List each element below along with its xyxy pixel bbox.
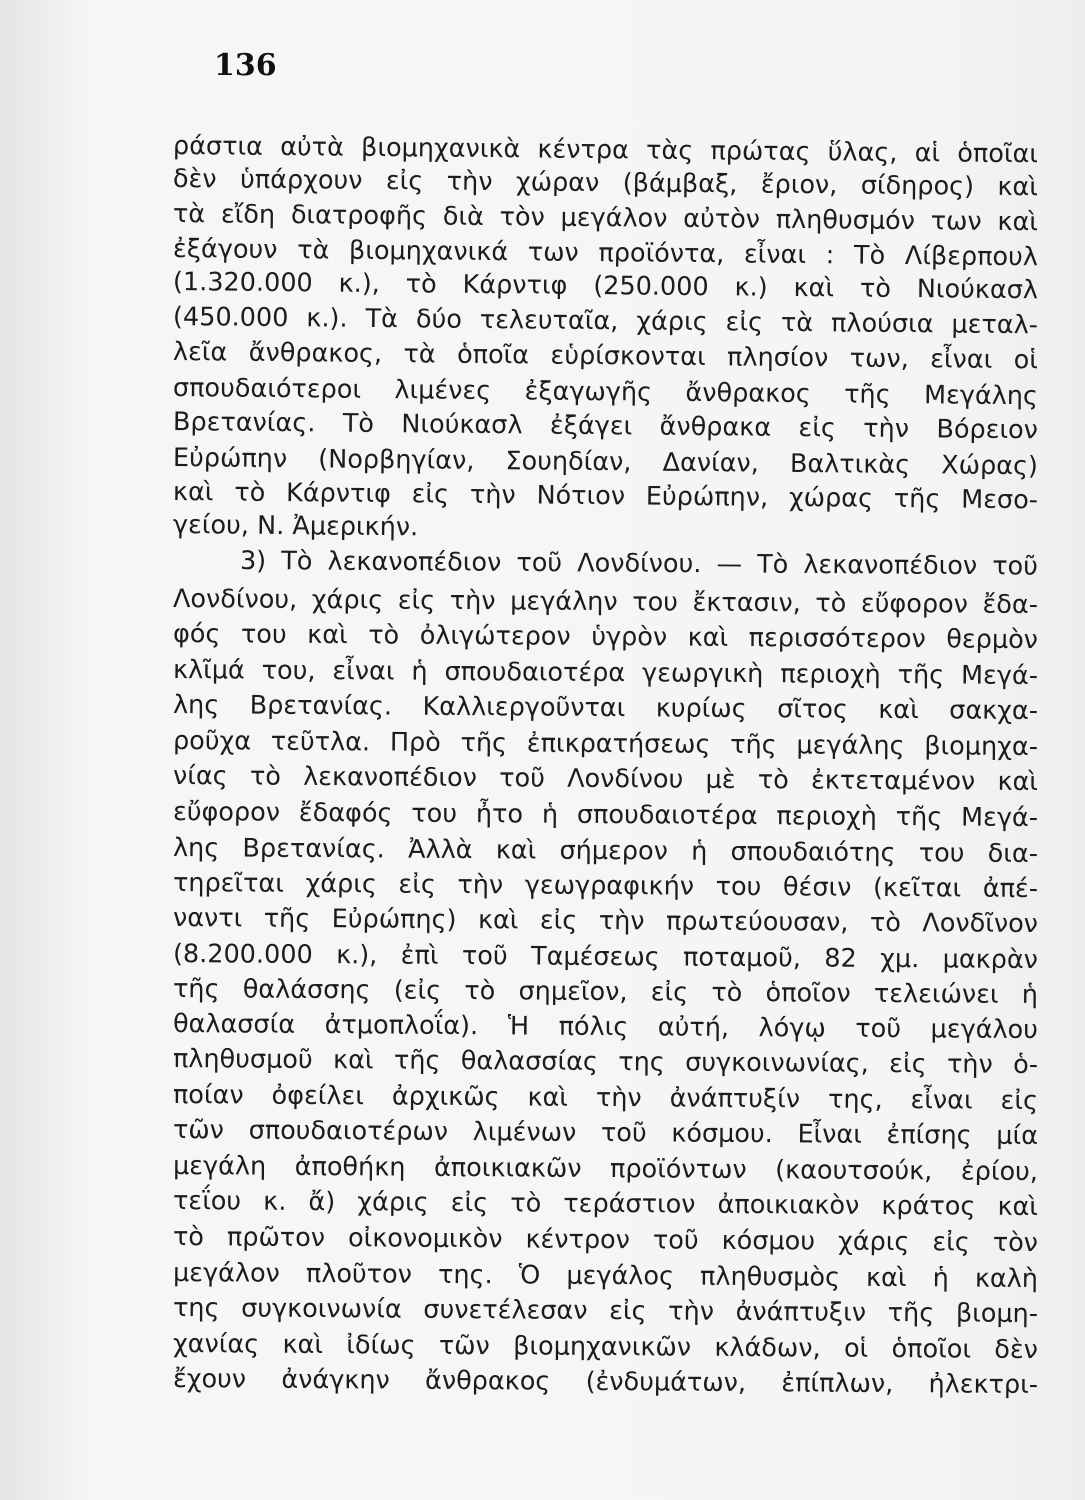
text-line: γείου, Ν. Ἀμερικήν. xyxy=(172,510,419,543)
text-line: θαλασσία ἀτμοπλοΐα). Ἡ πόλις αὐτή, λόγῳ τοῦ μεγάλου xyxy=(172,1009,1039,1046)
text-line: της συγκοινωνία συνετέλεσαν εἰς τὴν ἀνάπτυξιν τῆς βιομη- xyxy=(172,1293,1039,1330)
text-line: τῆς θαλάσσης (εἰς τὸ σημεῖον, εἰς τὸ ὁποῖον τελειώνει ἡ xyxy=(172,974,1039,1011)
text-line: νίας τὸ λεκανοπέδιον τοῦ Λονδίνου μὲ τὸ ἐκτεταμένον καὶ xyxy=(172,761,1039,798)
text-line: ράστια αὐτὰ βιομηχανικὰ κέντρα τὰς πρώτας ὕλας, αἱ ὁποῖαι xyxy=(172,131,1039,170)
text-line: μεγάλη ἀποθήκη ἀποικιακῶν προϊόντων (καουτσούκ, ἐρίου, xyxy=(172,1151,1039,1188)
text-line: σπουδαιότεροι λιμένες ἐξαγωγῆς ἄνθρακος τῆς Μεγάλης xyxy=(172,373,1039,412)
text-line: χανίας καὶ ἰδίως τῶν βιομηχανικῶν κλάδων, οἱ ὁποῖοι δὲν xyxy=(172,1329,1039,1366)
text-line: Λονδίνου, χάρις εἰς τὴν μεγάλην του ἔκτασιν, τὸ εὔφορον ἔδα- xyxy=(172,584,1039,621)
text-line: ποίαν ὀφείλει ἀρχικῶς καὶ τὴν ἀνάπτυξίν της, εἶναι εἰς xyxy=(172,1080,1039,1117)
text-line: τηρεῖται χάρις εἰς τὴν γεωγραφικήν του θέσιν (κεῖται ἀπέ- xyxy=(172,868,1039,905)
text-line: φός του καὶ τὸ ὀλιγώτερον ὑγρὸν καὶ περισσότερον θερμὸν xyxy=(172,619,1039,656)
text-line: λεῖα ἄνθρακος, τὰ ὁποῖα εὑρίσκονται πλησίον των, εἶναι οἱ xyxy=(172,337,1039,376)
text-line: λης Βρετανίας. Καλλιεργοῦνται κυρίως σῖτος καὶ σακχα- xyxy=(172,690,1039,727)
text-line: πληθυσμοῦ καὶ τῆς θαλασσίας της συγκοινωνίας, εἰς τὴν ὁ- xyxy=(172,1044,1039,1081)
text-line: τεΐου κ. ἄ) χάρις εἰς τὸ τεράστιον ἀποικιακὸν κράτος καὶ xyxy=(172,1186,1039,1223)
text-line: Βρετανίας. Τὸ Νιούκασλ ἐξάγει ἄνθρακα εἰς τὴν Βόρειον xyxy=(172,407,1039,446)
text-line: (450.000 κ.). Τὰ δύο τελευταῖα, χάρις εἰς τὰ πλούσια μεταλ- xyxy=(172,302,1039,341)
text-line: Εὐρώπην (Νορβηγίαν, Σουηδίαν, Δανίαν, Βαλτικὰς Χώρας) xyxy=(172,443,1039,482)
section-heading-line: 3) Τὸ λεκανοπέδιον τοῦ Λονδίνου. — Τὸ λεκανοπέδιον τοῦ xyxy=(239,546,1039,582)
text-line: τὸ πρῶτον οἰκονομικὸν κέντρον τοῦ κόσμου χάρις εἰς τὸν xyxy=(172,1222,1039,1259)
text-line: ἔχουν ἀνάγκην ἄνθρακος (ἐνδυμάτων, ἐπίπλων, ἠλεκτρι- xyxy=(172,1364,1039,1401)
text-line: εὔφορον ἔδαφός του ἦτο ἡ σπουδαιοτέρα περιοχὴ τῆς Μεγά- xyxy=(172,797,1039,834)
text-line: (1.320.000 κ.), τὸ Κάρντιφ (250.000 κ.) καὶ τὸ Νιούκασλ xyxy=(172,267,1039,306)
text-line: (8.200.000 κ.), ἐπὶ τοῦ Ταμέσεως ποταμοῦ, 82 χμ. μακρὰν xyxy=(172,939,1039,976)
text-line: λης Βρετανίας. Ἀλλὰ καὶ σήμερον ἡ σπουδαιότης του δια- xyxy=(172,833,1039,870)
text-line: ναντι τῆς Εὐρώπης) καὶ εἰς τὴν πρωτεύουσαν, τὸ Λονδῖνον xyxy=(172,903,1039,940)
text-line: κλῖμά του, εἶναι ἡ σπουδαιοτέρα γεωργικὴ περιοχὴ τῆς Μεγά- xyxy=(172,655,1039,692)
text-line: ἐξάγουν τὰ βιομηχανικά των προϊόντα, εἶναι : Τὸ Λίβερπουλ xyxy=(172,234,1039,273)
text-line: τῶν σπουδαιοτέρων λιμένων τοῦ κόσμου. Εἶναι ἐπίσης μία xyxy=(172,1115,1039,1152)
text-line: ροῦχα τεῦτλα. Πρὸ τῆς ἐπικρατήσεως τῆς μεγάλης βιομηχα- xyxy=(172,726,1039,763)
text-line: μεγάλον πλοῦτον της. Ὁ μεγάλος πληθυσμὸς καὶ ἡ καλὴ xyxy=(172,1258,1039,1295)
page-number: 136 xyxy=(214,48,277,83)
text-line: δὲν ὑπάρχουν εἰς τὴν χώραν (βάμβαξ, ἔριον, σίδηρος) καὶ xyxy=(172,164,1039,203)
text-line: τὰ εἴδη διατροφῆς διὰ τὸν μεγάλον αὐτὸν πληθυσμόν των καὶ xyxy=(172,199,1039,238)
text-line: καὶ τὸ Κάρντιφ εἰς τὴν Νότιον Εὐρώπην, χώρας τῆς Μεσο- xyxy=(172,477,1039,516)
